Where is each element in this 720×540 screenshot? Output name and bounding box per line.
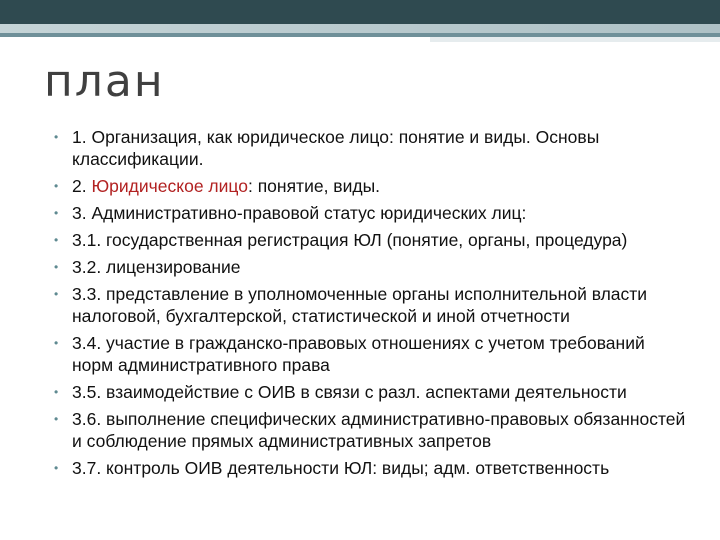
- decorative-line: [430, 37, 720, 42]
- list-item-text: 3.3. представление в уполномоченные органы исполнительной власти налоговой, бухгалтерской, статистической и иной отчетности: [72, 284, 648, 326]
- list-item: [50, 332, 690, 376]
- list-item-text: 1. Организация, как юридическое лицо: понятие и виды. Основы классификации.: [72, 127, 600, 169]
- list-item-text: 3.1. государственная регистрация ЮЛ (понятие, органы, процедура): [72, 230, 628, 250]
- list-item: [50, 457, 690, 479]
- highlighted-term: Юридическое лицо: [91, 176, 248, 196]
- list-item: [50, 175, 690, 197]
- list-item-text: 3.2. лицензирование: [72, 257, 241, 277]
- list-item: [50, 381, 690, 403]
- list-item: [50, 126, 690, 170]
- list-item: [50, 202, 690, 224]
- bullet-icon: •: [54, 412, 59, 426]
- bullet-icon: •: [54, 385, 59, 399]
- list-item: [50, 283, 690, 327]
- bullet-icon: •: [54, 287, 59, 301]
- list-item: [50, 408, 690, 452]
- header-accent-stripe: [0, 24, 720, 33]
- list-item-text: 3.5. взаимодействие с ОИВ в связи с разл. аспектами деятельности: [72, 382, 627, 402]
- bullet-icon: •: [54, 206, 59, 220]
- bullet-icon: •: [54, 179, 59, 193]
- bullet-icon: •: [54, 260, 59, 274]
- list-item: [50, 256, 690, 278]
- list-item: [50, 229, 690, 251]
- slide-title: план: [44, 56, 165, 107]
- list-item-text: 3. Административно-правовой статус юридических лиц:: [72, 203, 527, 223]
- bullet-icon: •: [54, 461, 59, 475]
- list-item-suffix: : понятие, виды.: [247, 176, 381, 196]
- header-bar: [0, 0, 720, 24]
- bullet-icon: •: [54, 130, 59, 144]
- list-item-prefix: 2.: [72, 176, 92, 196]
- bullet-icon: •: [54, 336, 59, 350]
- bullet-list: [50, 126, 690, 484]
- list-item-text: 3.7. контроль ОИВ деятельности ЮЛ: виды; адм. ответственность: [72, 458, 610, 478]
- bullet-icon: •: [54, 233, 59, 247]
- list-item-text: 3.6. выполнение специфических административно-правовых обязанностей и соблюдение прямых административных запретов: [72, 409, 686, 451]
- list-item-text: 3.4. участие в гражданско-правовых отношениях с учетом требований норм административного права: [72, 333, 645, 375]
